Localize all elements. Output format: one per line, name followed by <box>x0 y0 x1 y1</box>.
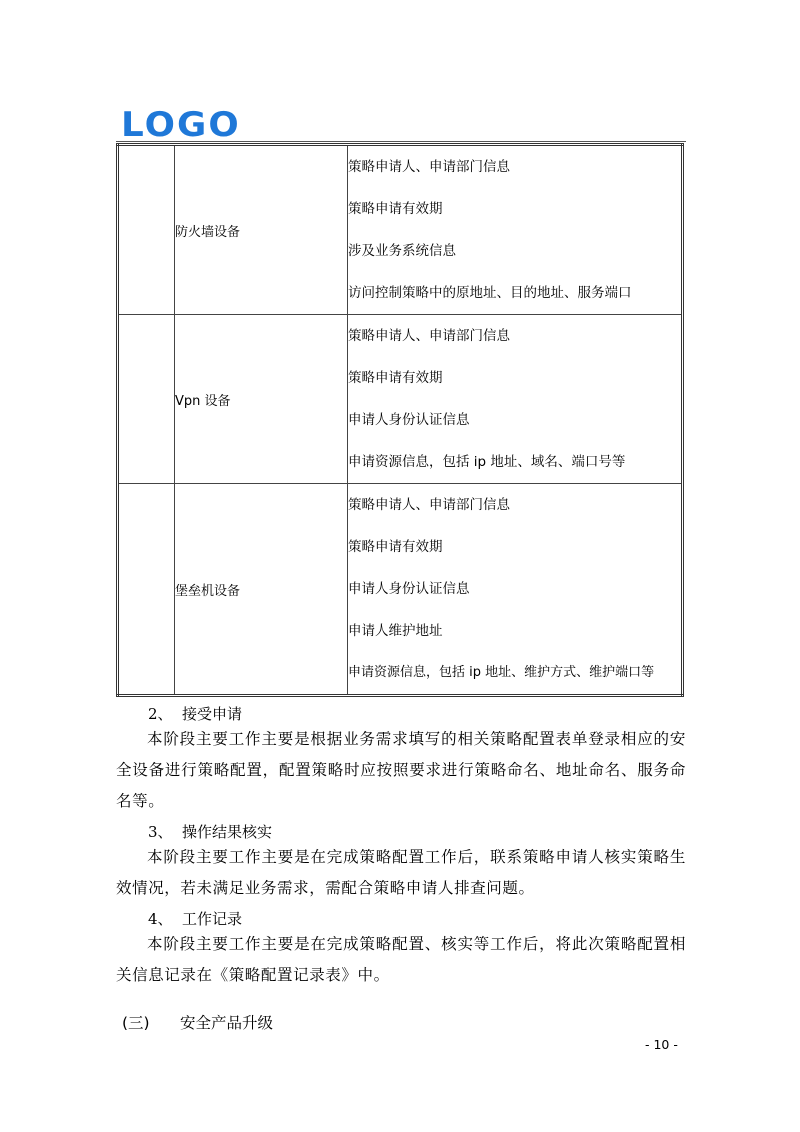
index-cell <box>118 315 175 484</box>
list-item: 申请人维护地址 <box>348 623 443 639</box>
list-item: 策略申请有效期 <box>348 201 443 217</box>
table-row <box>118 145 683 315</box>
device-cell: 堡垒机设备 <box>175 484 348 696</box>
section-heading <box>122 1011 273 1033</box>
list-item: 策略申请有效期 <box>348 370 443 386</box>
requirements-cell <box>348 484 683 696</box>
step-heading <box>148 908 242 929</box>
requirements-cell <box>348 145 683 315</box>
logo: LOGO <box>121 105 241 145</box>
list-item: 策略申请人、申请部门信息 <box>348 159 510 175</box>
list-item: 申请人身份认证信息 <box>348 412 470 428</box>
list-item: 策略申请有效期 <box>348 539 443 555</box>
step-number: 2、 <box>148 705 173 723</box>
step-title: 操作结果核实 <box>182 823 273 841</box>
step-paragraph: 本阶段主要工作主要是在完成策略配置工作后，联系策略申请人核实策略生效情况，若未满足业务需求，需配合策略申请人排查问题。 <box>116 848 686 897</box>
list-item: 申请人身份认证信息 <box>348 581 470 597</box>
list-item: 访问控制策略中的原地址、目的地址、服务端口 <box>348 285 632 301</box>
section-title: 安全产品升级 <box>180 1014 274 1032</box>
device-cell: Vpn 设备 <box>175 315 348 484</box>
list-item: 策略申请人、申请部门信息 <box>348 328 510 344</box>
step-title: 接受申请 <box>182 705 243 723</box>
step-number: 4、 <box>148 910 173 928</box>
requirements-cell <box>348 315 683 484</box>
step-number: 3、 <box>148 823 173 841</box>
index-cell <box>118 484 175 696</box>
page-number: - 10 - <box>645 1037 678 1052</box>
list-item: 申请资源信息，包括 ip 地址、域名、端口号等 <box>348 454 626 470</box>
header-rule <box>116 141 686 142</box>
device-cell: 防火墙设备 <box>175 145 348 315</box>
list-item: 涉及业务系统信息 <box>348 243 456 259</box>
step-paragraph: 本阶段主要工作主要是在完成策略配置、核实等工作后，将此次策略配置相关信息记录在《策略配置记录表》中。 <box>116 935 686 984</box>
table-row <box>118 315 683 484</box>
list-item: 策略申请人、申请部门信息 <box>348 497 510 513</box>
policy-requirements-table <box>116 143 684 697</box>
step-heading <box>148 703 242 724</box>
section-number: (三) <box>122 1014 150 1032</box>
list-item: 申请资源信息，包括 ip 地址、维护方式、维护端口等 <box>348 665 655 680</box>
table-row <box>118 484 683 696</box>
step-paragraph: 本阶段主要工作主要是根据业务需求填写的相关策略配置表单登录相应的安全设备进行策略配置，配置策略时应按照要求进行策略命名、地址命名、服务命名等。 <box>116 730 686 810</box>
index-cell <box>118 145 175 315</box>
step-heading <box>148 821 272 842</box>
step-title: 工作记录 <box>182 910 243 928</box>
